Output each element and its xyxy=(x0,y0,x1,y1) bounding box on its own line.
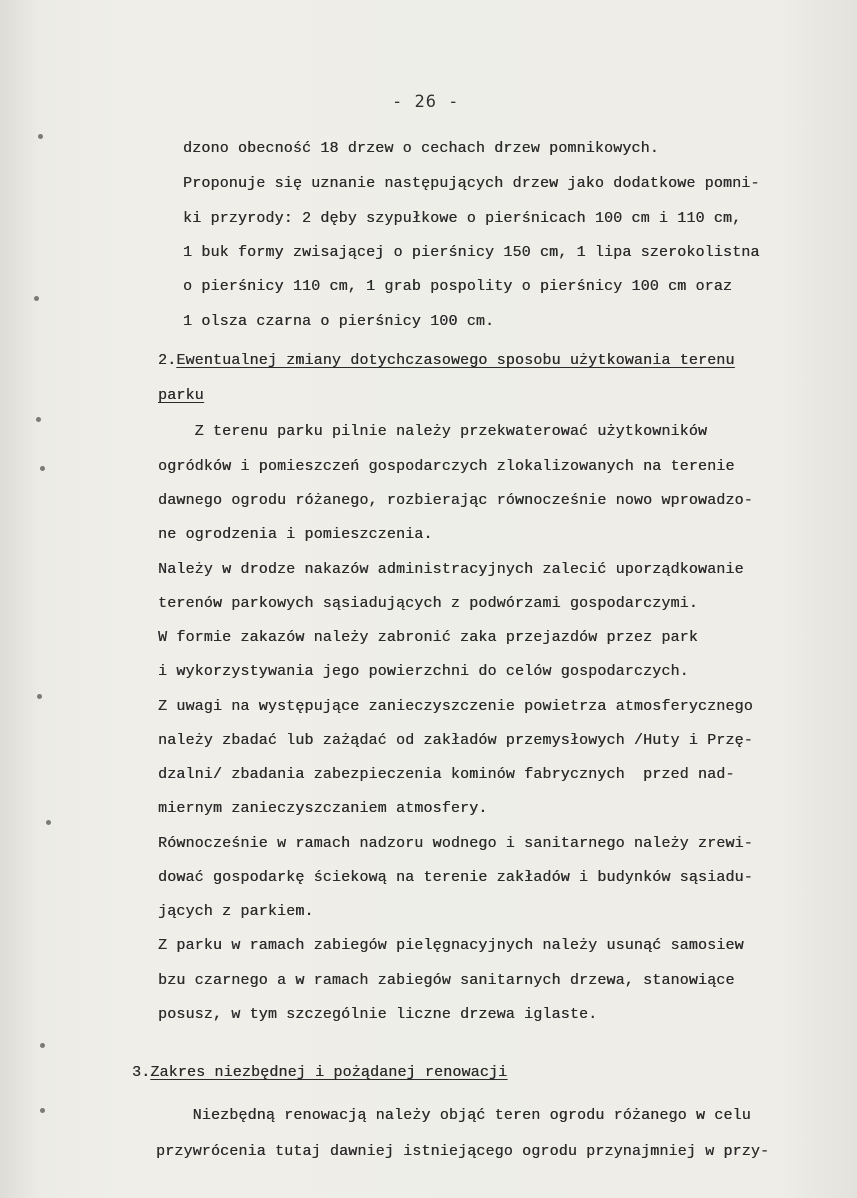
punch-hole xyxy=(34,296,39,301)
section-title: Ewentualnej zmiany dotychczasowego sposobu użytkowania terenu xyxy=(176,352,735,369)
text-line: i wykorzystywania jego powierzchni do celów gospodarczych. xyxy=(158,663,689,680)
text-line: należy zbadać lub zażądać od zakładów przemysłowych /Huty i Przę- xyxy=(158,732,753,749)
text-line: W formie zakazów należy zabronić zaka przejazdów przez park xyxy=(158,629,698,646)
section-title: Zakres niezbędnej i pożądanej renowacji xyxy=(150,1064,508,1081)
text-line: posusz, w tym szczególnie liczne drzewa iglaste. xyxy=(158,1006,598,1023)
punch-hole xyxy=(46,820,51,825)
text-line: jących z parkiem. xyxy=(158,903,314,920)
text-line: Z uwagi na występujące zanieczyszczenie powietrza atmosferycznego xyxy=(158,698,753,715)
text-line: dzalni/ zbadania zabezpieczenia kominów fabrycznych przed nad- xyxy=(158,766,735,783)
punch-hole xyxy=(36,417,41,422)
text-line: bzu czarnego a w ramach zabiegów sanitarnych drzewa, stanowiące xyxy=(158,972,735,989)
text-line: miernym zanieczyszczaniem atmosfery. xyxy=(158,800,488,817)
punch-hole xyxy=(40,466,45,471)
punch-hole xyxy=(40,1108,45,1113)
page-number: - 26 - xyxy=(392,92,460,112)
text-line: przywrócenia tutaj dawniej istniejącego ogrodu przynajmniej w przy- xyxy=(156,1143,770,1160)
text-line: Z parku w ramach zabiegów pielęgnacyjnych należy usunąć samosiew xyxy=(158,937,744,954)
text-line: dować gospodarkę ściekową na terenie zakładów i budynków sąsiadu- xyxy=(158,869,753,886)
text-line: 1 olsza czarna o pierśnicy 100 cm. xyxy=(183,313,495,330)
text-line: dzono obecność 18 drzew o cechach drzew pomnikowych. xyxy=(183,140,659,157)
punch-hole xyxy=(40,1043,45,1048)
text-line: Należy w drodze nakazów administracyjnych zalecić uporządkowanie xyxy=(158,561,744,578)
punch-hole xyxy=(38,134,43,139)
text-line: 1 buk formy zwisającej o pierśnicy 150 cm, 1 lipa szerokolistna xyxy=(183,244,760,261)
text-line: o pierśnicy 110 cm, 1 grab pospolity o pierśnicy 100 cm oraz xyxy=(183,278,733,295)
text-line: dawnego ogrodu różanego, rozbierając równocześnie nowo wprowadzo- xyxy=(158,492,753,509)
text-line: ogródków i pomieszczeń gospodarczych zlokalizowanych na terenie xyxy=(158,458,735,475)
section-title-cont: parku xyxy=(158,387,204,404)
section-3-heading xyxy=(132,1064,507,1081)
text-line: Z terenu parku pilnie należy przekwaterować użytkowników xyxy=(158,423,708,440)
section-number: 3. xyxy=(132,1064,151,1081)
punch-hole xyxy=(37,694,42,699)
text-line: Równocześnie w ramach nadzoru wodnego i sanitarnego należy zrewi- xyxy=(158,835,753,852)
text-line: Proponuje się uznanie następujących drzew jako dodatkowe pomni- xyxy=(183,175,760,192)
section-2-heading-cont xyxy=(158,387,204,404)
section-2-heading xyxy=(158,352,735,369)
text-line: Niezbędną renowacją należy objąć teren ogrodu różanego w celu xyxy=(156,1107,751,1124)
section-number: 2. xyxy=(158,352,177,369)
text-line: ne ogrodzenia i pomieszczenia. xyxy=(158,526,433,543)
text-line: ki przyrody: 2 dęby szypułkowe o pierśnicach 100 cm i 110 cm, xyxy=(183,210,742,227)
text-line: terenów parkowych sąsiadujących z podwórzami gospodarczymi. xyxy=(158,595,698,612)
